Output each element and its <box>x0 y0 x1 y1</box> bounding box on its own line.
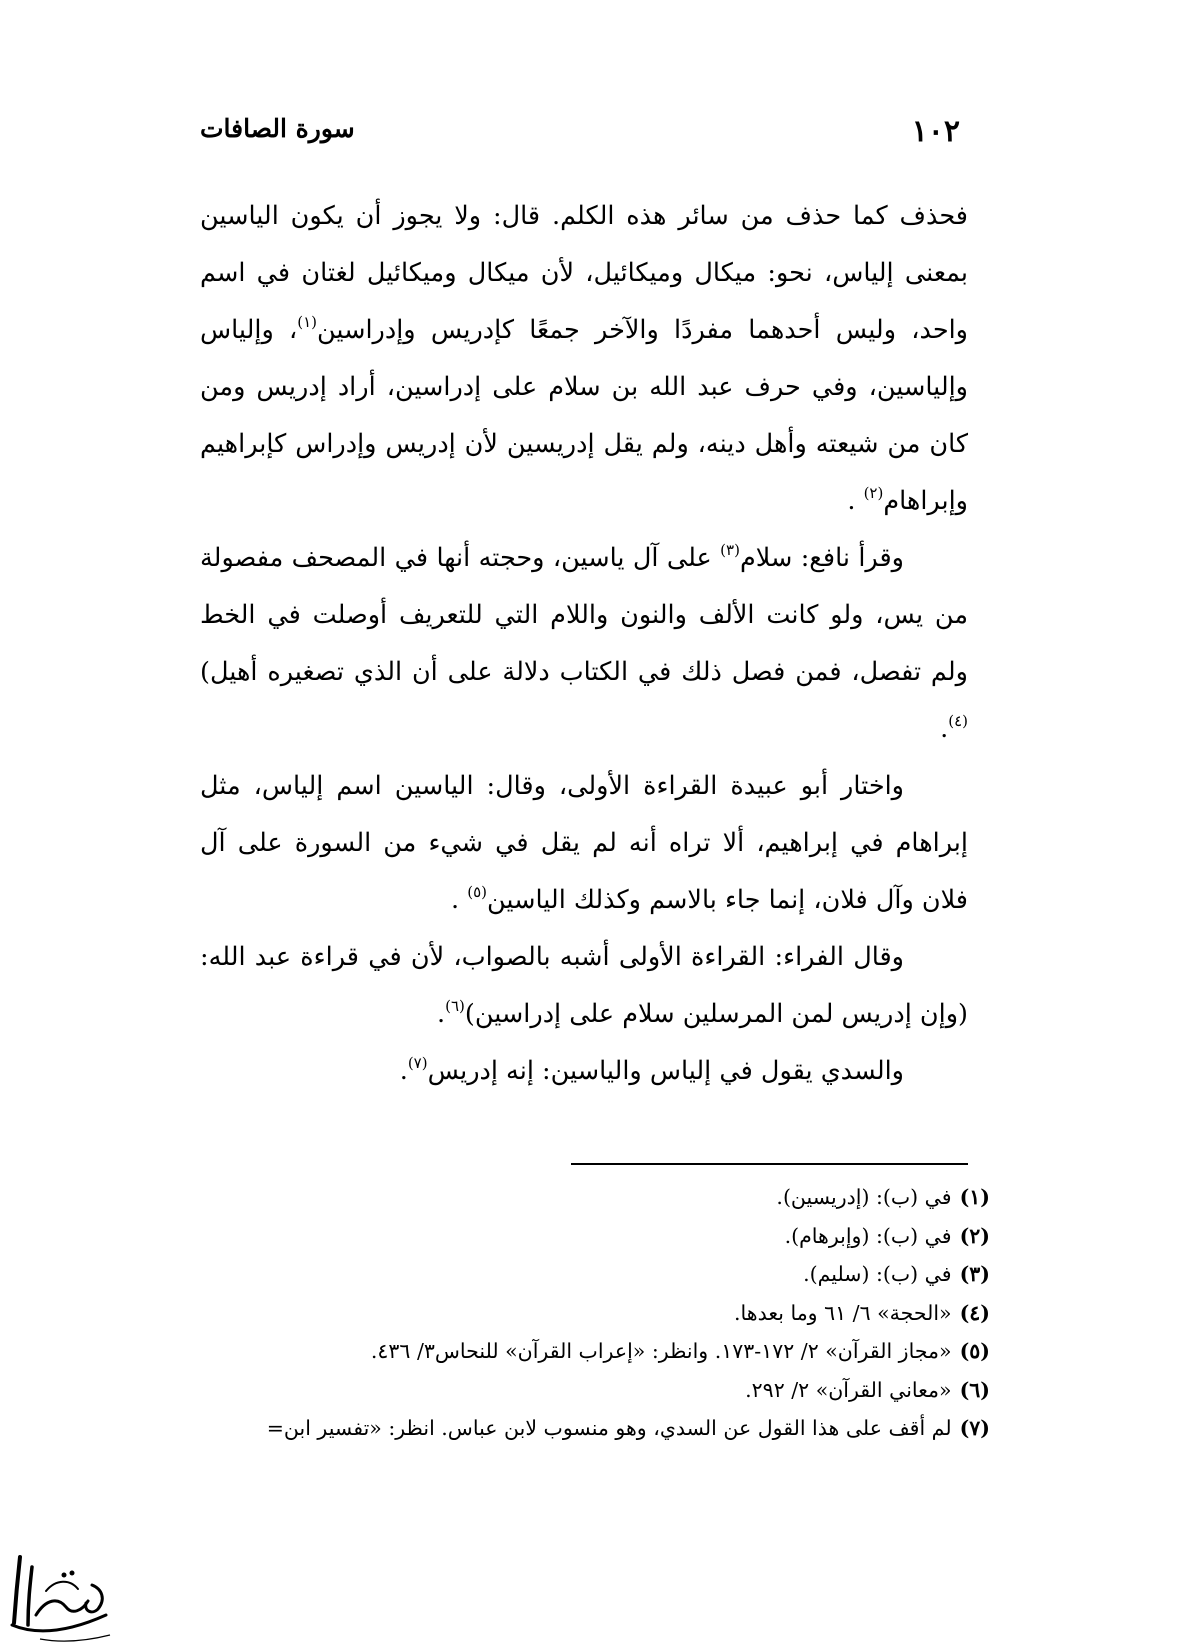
footnote-ref: (١) <box>297 312 317 331</box>
footnote-number: (١) <box>959 1185 990 1209</box>
page-header <box>200 108 960 152</box>
footnote-text: لم أقف على هذا القول عن السدي، وهو منسوب لابن عباس. انظر: «تفسير ابن= <box>266 1416 952 1440</box>
main-text <box>200 188 968 1100</box>
paragraph-text: وقال الفراء: القراءة الأولى أشبه بالصواب، لأن في قراءة عبد الله: (وإن إدريس لمن المرسلين سلام على إدراسين) <box>200 942 968 1029</box>
paragraph-text: وقرأ نافع: سلام <box>739 543 904 573</box>
footnote-number: (٥) <box>959 1339 990 1363</box>
footnote-text: «الحجة» ٦/ ٦١ وما بعدها. <box>734 1300 952 1325</box>
paragraph-3 <box>200 758 968 929</box>
footnote-text: في (ب): (وإبرهام). <box>784 1223 952 1248</box>
footnote-ref: (٥) <box>467 882 487 901</box>
paragraph-text: والسدي يقول في إلياس والياسين: إنه إدريس <box>427 1056 904 1086</box>
paragraph-text: فحذف كما حذف من سائر هذه الكلم. قال: ولا يجوز أن يكون الياسين بمعنى إلياس، نحو: ميكال وميكائيل، لأن ميكال وميكائيل لغتان في اسم واحد، وليس أحدهما مفردًا والآخر جمعًا كإدريس وإدراسين <box>200 201 968 345</box>
footnote-ref: (٢) <box>863 483 884 502</box>
paragraph-text: . <box>399 1056 408 1086</box>
footnote-6 <box>200 1371 990 1410</box>
paragraph-4 <box>200 929 968 1043</box>
footnote-number: (٢) <box>959 1223 990 1248</box>
footnote-text: «معاني القرآن» ٢/ ٢٩٢. <box>745 1377 952 1402</box>
footnotes <box>200 1178 990 1448</box>
page-number: ١٠٢ <box>911 114 960 149</box>
paragraph-2 <box>200 530 968 758</box>
library-stamp-logo <box>6 1545 114 1645</box>
footnote-separator <box>571 1163 968 1165</box>
footnote-4 <box>200 1294 990 1333</box>
footnote-text: في (ب): (سليم). <box>803 1262 952 1286</box>
footnote-3 <box>200 1255 990 1294</box>
footnote-5 <box>200 1332 990 1371</box>
footnote-number: (٣) <box>959 1262 990 1286</box>
paragraph-text: . <box>436 999 446 1029</box>
paragraph-text: ، وإلياس وإلياسين، وفي حرف عبد الله بن سلام على إدراسين، أراد إدريس ومن كان من شيعته وأهل دينه، ولم يقل إدريسين لأن إدريس وإدراس كإبراهيم وإبراهام <box>200 315 968 516</box>
calligraphy-logo-icon <box>6 1545 114 1645</box>
footnote-number: (٧) <box>959 1416 990 1440</box>
footnote-ref: (٤) <box>948 711 968 730</box>
paragraph-text: . <box>847 486 864 516</box>
paragraph-text: على آل ياسين، وحجته أنها في المصحف مفصولة من يس، ولو كانت الألف والنون واللام التي للتعريف أوصلت في الخط ولم تفصل، فمن فصل ذلك في الكتاب دلالة على أن الذي تصغيره أهيل) <box>200 543 968 687</box>
paragraph-5 <box>200 1043 968 1100</box>
footnote-text: «مجاز القرآن» ٢/ ١٧٢-١٧٣. وانظر: «إعراب القرآن» للنحاس٣/ ٤٣٦. <box>370 1339 952 1363</box>
footnote-2 <box>200 1217 990 1256</box>
running-title: سورة الصافات <box>200 114 355 143</box>
footnote-ref: (٧) <box>407 1053 428 1072</box>
paragraph-text: . <box>940 714 949 744</box>
footnote-1 <box>200 1178 990 1217</box>
paragraph-text: واختار أبو عبيدة القراءة الأولى، وقال: الياسين اسم إلياس، مثل إبراهام في إبراهيم، ألا تراه أنه لم يقل في شيء من السورة على آل فلان وآل فلان، إنما جاء بالاسم وكذلك الياسين <box>200 771 968 915</box>
footnote-number: (٤) <box>959 1300 990 1325</box>
footnote-7 <box>200 1409 990 1448</box>
footnote-text: في (ب): (إدريسين). <box>776 1185 952 1209</box>
footnote-ref: (٣) <box>720 540 740 559</box>
footnote-ref: (٦) <box>445 996 465 1015</box>
paragraph-text: . <box>450 885 468 915</box>
footnote-number: (٦) <box>959 1377 990 1402</box>
paragraph-1 <box>200 188 968 530</box>
